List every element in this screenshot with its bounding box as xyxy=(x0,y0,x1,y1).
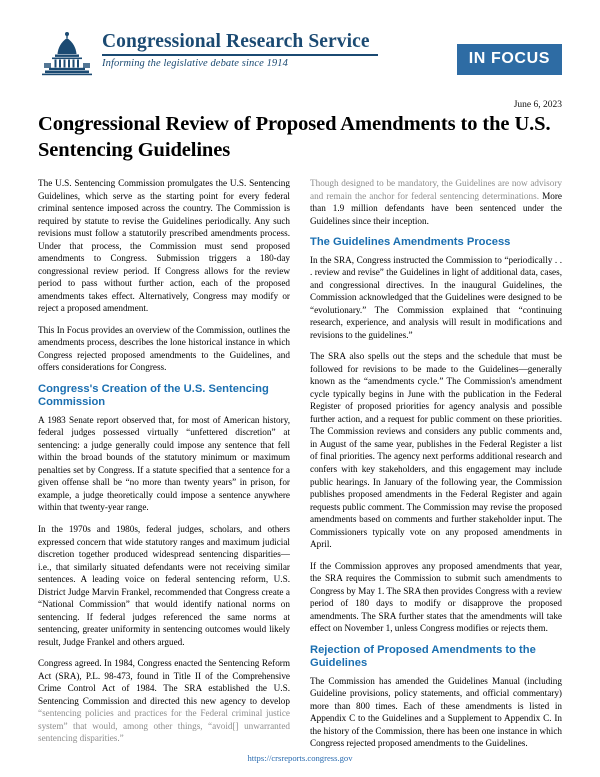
advisory-guidelines-text: Though designed to be mandatory, the Guidelines are now advisory and remain the anchor for federal sentencing determinations. xyxy=(310,178,562,201)
paragraph-with-link xyxy=(38,657,290,745)
document-header xyxy=(38,30,562,86)
paragraph: The SRA also spells out the steps and the schedule that must be followed for revisions to be made to the Guidelines—generally known as the “amendments cycle.” The Commission's amendment cycle typically begins in June with the publication in the Federal Register of proposed priorities for agency analysis and possible further action, and a request for public comment on these priorities. The Commission reviews and considers any public comments and, in August of the same year, publishes in the Federal Register a list of final priorities. The agency next performs additional research and confers with key stakeholders, and this engagement may include public hearings. In January of the following year, the Commission publishes proposed amendments in the Federal Register and again requests public comment. The Commission may revise the proposed amendments based on comments and further stakeholder input. The Commissioners typically vote on any proposed amendments in April. xyxy=(310,351,562,550)
paragraph: This In Focus provides an overview of the Commission, outlines the amendments process, describes the lone historical instance in which Congress rejected proposed amendments to the Guidelines, and offers considerations for Congress. xyxy=(38,324,290,373)
paragraph: If the Commission approves any proposed amendments that year, the SRA requires the Commission to submit such amendments to Congress by May 1. The SRA then provides Congress with a review period of 180 days to modify or disapprove the proposed amendments. The SRA further states that the amendments will take effect on November 1, unless Congress modifies or rejects them. xyxy=(310,560,562,634)
crs-brand-text xyxy=(102,30,378,69)
right-column xyxy=(310,177,562,758)
crs-tagline: Informing the legislative debate since 1914 xyxy=(102,58,288,70)
quoted-statute-text: “sentencing policies and practices for the Federal criminal justice system” that would, among other things, “avoid[] unwarranted sentencing disparities.” xyxy=(38,708,290,744)
paragraph-text: More than 1.9 million defendants have been sentenced under the Guidelines since their inception. xyxy=(310,190,562,226)
page-title: Congressional Review of Proposed Amendments to the U.S. Sentencing Guidelines xyxy=(38,113,551,161)
paragraph: In the 1970s and 1980s, federal judges, scholars, and others expressed concern that wide statutory ranges and maximum judicial discretion together produced widespread sentencing disparities—i.e., that similarly situated defendants were not receiving similar sentences. A leading voice on federal sentencing reform, U.S. District Judge Marvin Frankel, recommended that Congress create a “National Commission” that would identify national norms on sentencing. If federal judges referenced the same norms at sentencing, greater uniformity in sentencing outcomes would likely result, Judge Frankel and others argued. xyxy=(38,523,290,647)
brand-divider xyxy=(102,54,378,56)
capitol-dome-icon xyxy=(38,30,96,76)
crs-title: Congressional Research Service xyxy=(102,31,370,52)
section-heading-commission: Congress's Creation of the U.S. Sentencing Commission xyxy=(38,382,269,409)
in-focus-badge: IN FOCUS xyxy=(457,44,562,75)
paragraph-with-link xyxy=(310,177,562,227)
paragraph-text: Congress agreed. In 1984, Congress enacted the Sentencing Reform Act (SRA), P.L. 98-473, found in Title II of the Comprehensive Crime Control Act of 1984. The SRA established the U.S. Sentencing Commission and directed this new agency to develop xyxy=(38,658,290,706)
paragraph: The U.S. Sentencing Commission promulgates the U.S. Sentencing Guidelines, which serve as the starting point for every federal criminal sentence imposed across the country. The Commission is required by statute to revise the Guidelines periodically. Any such revisions must follow a statutorily prescribed amendments process. Under that process, the Commission must send proposed amendments to Congress. Submission triggers a 180-day congressional review period. If Congress allows for the review period to pass without further action, each of the proposed amendments takes effect. Alternatively, Congress may modify or reject a proposed amendment. xyxy=(38,178,290,314)
publication-date: June 6, 2023 xyxy=(513,100,562,110)
left-column xyxy=(38,177,290,758)
footer xyxy=(0,753,600,763)
body-columns xyxy=(38,177,562,758)
paragraph: In the SRA, Congress instructed the Commission to “periodically . . . review and revise” the Guidelines in light of additional data, cases, and congressional directives. In the inaugural Guidelines, the Commission acknowledged that the Guidelines were designed to be “evolutionary.” The Commission explained that “continuing research, experience, and analysis will result in modifications and revisions to the guidelines.” xyxy=(310,254,562,340)
crs-reports-link[interactable]: https://crsreports.congress.gov xyxy=(247,753,353,763)
section-heading-amendments-process: The Guidelines Amendments Process xyxy=(310,236,511,249)
paragraph: A 1983 Senate report observed that, for most of American history, federal judges possessed virtually “unfettered discretion” at sentencing: a judge generally could impose any sentence that fell within the broad bounds of the statutory minimum or maximum penalties set by Congress. If a statute specified that a sentence for a given offense shall be “no more than twenty years” in prison, for example, a judge theoretically could impose a sentence anywhere within that twenty-year range. xyxy=(38,414,290,513)
paragraph: The Commission has amended the Guidelines Manual (including Guideline provisions, policy statements, and official commentary) more than 800 times. Each of these amendments is listed in Appendix C to the Guidelines and a Supplement to Appendix C. In the history of the Commission, there has been one instance in which Congress rejected proposed amendments to the Guidelines. xyxy=(310,675,562,749)
section-heading-rejection: Rejection of Proposed Amendments to the Guidelines xyxy=(310,643,536,670)
crs-brand xyxy=(38,30,378,76)
